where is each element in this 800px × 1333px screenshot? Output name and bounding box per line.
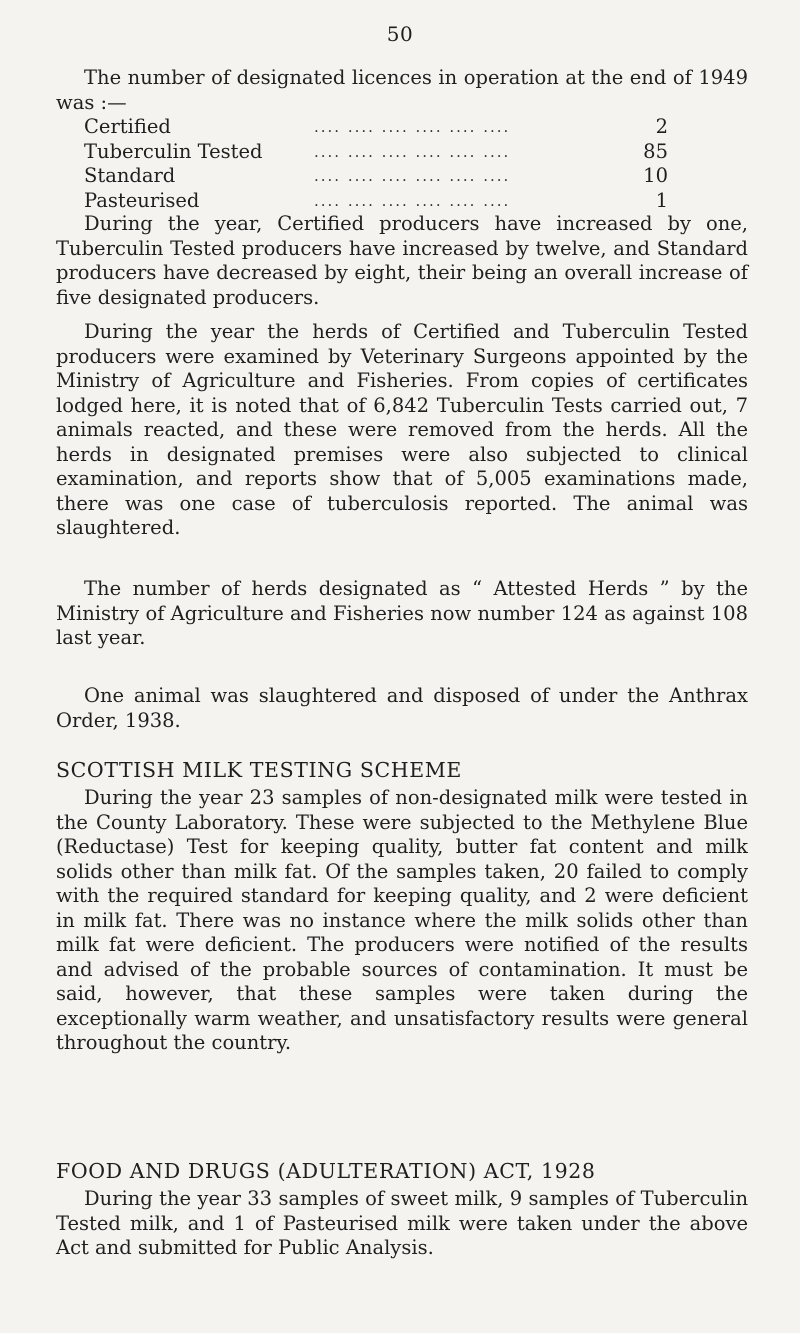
licence-value: 1 — [655, 188, 668, 212]
licence-label: Pasteurised — [84, 188, 200, 212]
licence-row-standard — [84, 164, 668, 189]
herd-examination-block — [56, 320, 748, 541]
licence-label: Certified — [84, 115, 171, 138]
licence-label: Tuberculin Tested — [84, 139, 263, 163]
licence-row-certified — [84, 115, 668, 140]
milk-testing-block — [56, 786, 748, 1056]
leader-dots: .... .... .... .... .... .... — [314, 167, 511, 185]
attested-herds-paragraph: The number of herds designated as “ Attested Herds ” by the Ministry of Agriculture and Fisheries now number 124 as against 108 last year. — [56, 577, 748, 649]
licence-row-tuberculin-tested — [84, 140, 668, 165]
intro-paragraph: The number of designated licences in operation at the end of 1949 was :— — [56, 66, 748, 114]
anthrax-paragraph: One animal was slaughtered and disposed of under the Anthrax Order, 1938. — [56, 684, 748, 732]
food-drugs-paragraph: During the year 33 samples of sweet milk, 9 samples of Tuberculin Tested milk, and 1 of Pasteurised milk were taken under the above Act and submitted for Public Analysis. — [56, 1187, 748, 1259]
leader-dots: .... .... .... .... .... .... — [314, 191, 511, 210]
licence-value: 85 — [643, 139, 668, 163]
licence-row-pasteurised — [84, 189, 668, 214]
attested-herds-block — [56, 577, 748, 651]
licence-label: Standard — [84, 164, 176, 187]
section-heading-milk-testing: SCOTTISH MILK TESTING SCHEME — [56, 758, 462, 782]
food-drugs-block — [56, 1187, 748, 1261]
producers-change-paragraph: During the year, Certified producers have increased by one, Tuberculin Tested producers have increased by twelve, and Standard producers have decreased by eight, their being an overall increase of five designated producers. — [56, 212, 748, 309]
licence-value: 2 — [655, 115, 668, 138]
licence-value: 10 — [643, 164, 668, 187]
milk-testing-paragraph: During the year 23 samples of non-designated milk were tested in the County Laboratory. These were subjected to the Methylene Blue (Reductase) Test for keeping quality, butter fat content and milk solids other than milk fat. Of the samples taken, 20 failed to comply with the required standard for keeping quality, and 2 were deficient in milk fat. There was no instance where the milk solids other than milk fat were deficient. The producers were notified of the results and advised of the probable sources of contamination. It must be said, however, that these samples were taken during the exceptionally warm weather, and unsatisfactory results were general throughout the country. — [56, 786, 748, 1054]
anthrax-block — [56, 684, 748, 733]
section-heading-food-drugs: FOOD AND DRUGS (ADULTERATION) ACT, 1928 — [56, 1159, 596, 1183]
page-number: 50 — [386, 22, 414, 46]
herd-examination-paragraph: During the year the herds of Certified and Tuberculin Tested producers were examined by Veterinary Surgeons appointed by the Ministry of Agriculture and Fisheries. From copies of certificates lodged here, it is noted that of 6,842 Tuberculin Tests carried out, 7 animals reacted, and these were removed from the herds. All the herds in designated premises were also subjected to clinical examination, and reports show that of 5,005 examinations made, there was one case of tuberculosis reported. The animal was slaughtered. — [56, 320, 748, 539]
leader-dots: .... .... .... .... .... .... — [314, 118, 511, 136]
licences-list — [84, 115, 668, 213]
producers-change-block — [56, 212, 748, 310]
leader-dots: .... .... .... .... .... .... — [314, 142, 511, 161]
